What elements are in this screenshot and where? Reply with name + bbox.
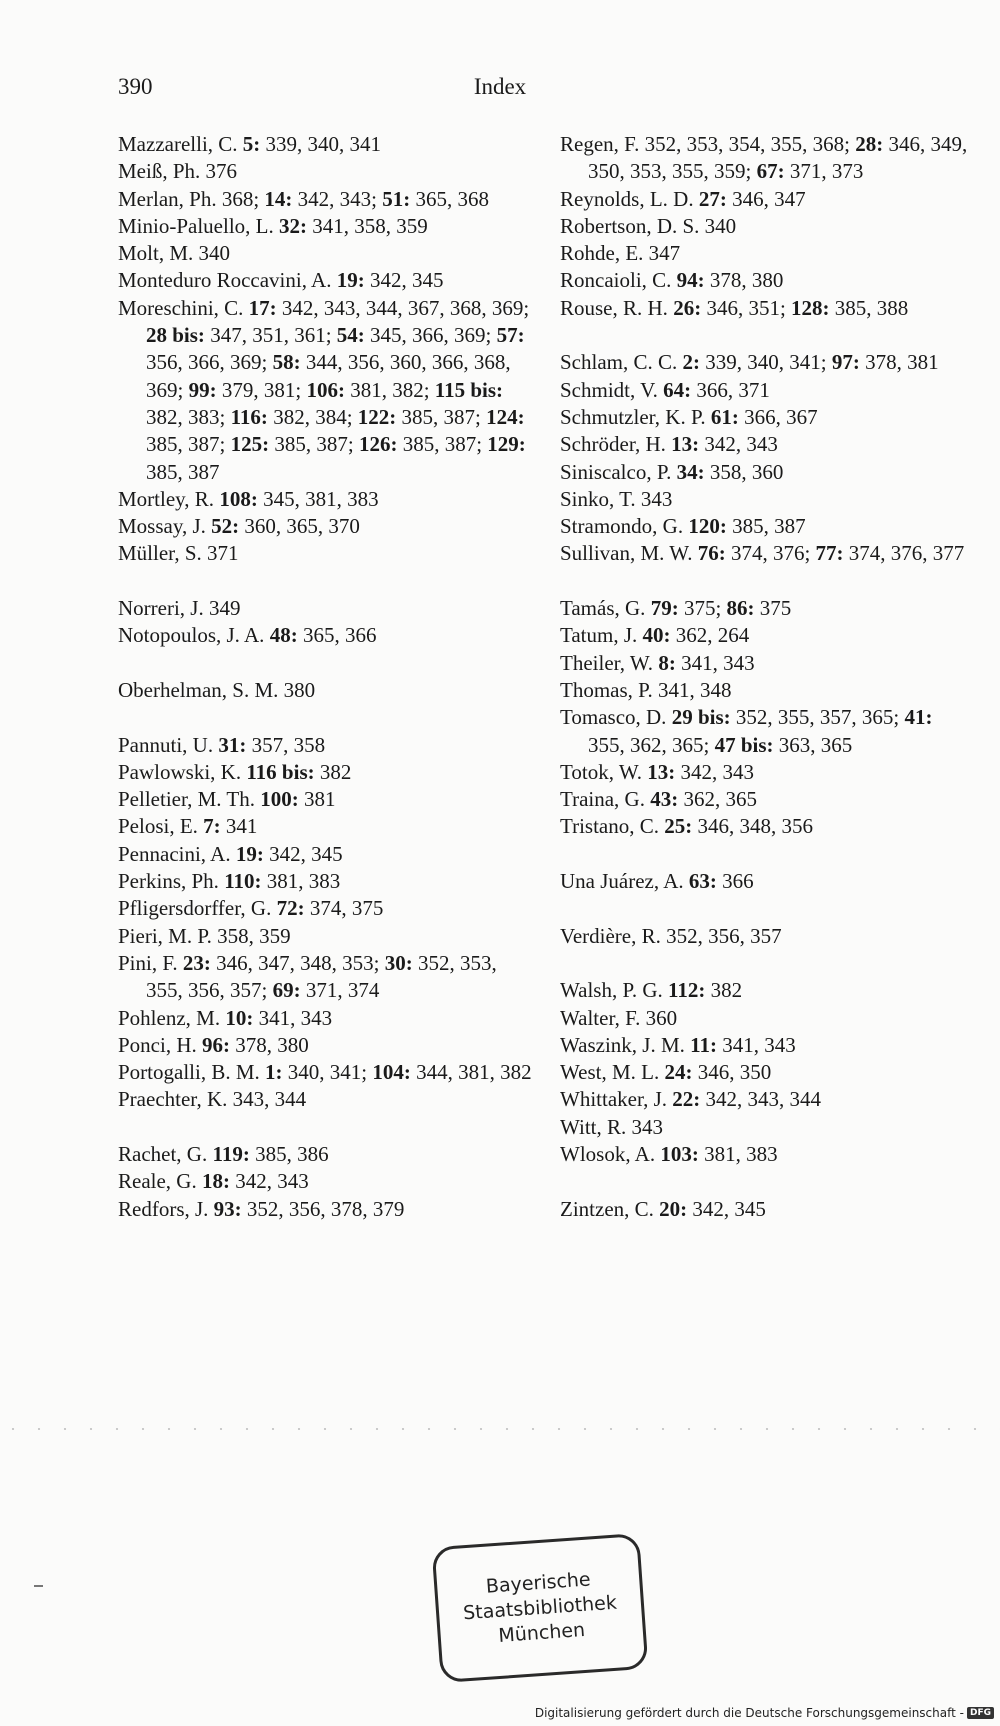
entry-text: 346, 350 [692,1060,772,1085]
entry-text: Pennacini, A. [118,841,236,866]
entry-text: 375 [754,596,792,621]
entry-text: Perkins, Ph. [118,869,225,894]
margin-mark [34,1585,43,1587]
entry-text: Notopoulos, J. A. [118,623,270,648]
entry-text: Pelletier, M. Th. [118,787,261,812]
entry-text: 385, 387; [396,404,487,429]
entry-text: Ponci, H. [118,1032,202,1057]
entry-text: Portogalli, B. M. [118,1060,266,1085]
entry-text: 342, 345 [263,841,343,866]
entry-text: 347, 351, 361; [204,323,337,348]
entry-reference-number: 29 bis: [671,705,731,730]
index-entry [118,186,538,213]
entry-text: 374, 376; [725,541,816,566]
entry-text: 375; [678,596,727,621]
entry-text: Walsh, P. G. [560,978,668,1003]
entry-text: 340, 341; [282,1060,373,1085]
entry-text: 341, 343 [716,1032,796,1057]
index-entry [118,895,538,922]
entry-reference-number: 97: [831,350,860,375]
index-entry [560,513,970,540]
index-entry [560,240,970,267]
index-entry [560,1086,970,1113]
entry-reference-number: 110: [224,869,262,894]
entry-reference-number: 7: [203,814,221,839]
index-entry [118,732,538,759]
entry-text: 381, 383 [261,869,341,894]
entry-text: Sullivan, M. W. [560,541,698,566]
entry-reference-number: 86: [726,596,755,621]
entry-text: 365, 368 [410,186,489,211]
letter-group-gap [560,895,970,922]
index-entry [118,786,538,813]
index-entry [118,131,538,158]
index-entry [560,404,970,431]
entry-reference-number: 129: [487,432,526,457]
entry-text: 341, 343 [253,1005,333,1030]
index-entry [560,1032,970,1059]
entry-reference-number: 67: [756,159,785,184]
entry-text: Monteduro Roccavini, A. [118,268,337,293]
entry-reference-number: 120: [688,514,727,539]
index-entry [118,295,538,486]
entry-text: 352, 355, 357, 365; [730,705,905,730]
entry-reference-number: 115 bis: [434,377,504,402]
letter-group-gap [560,322,970,349]
entry-reference-number: 25: [664,814,693,839]
entry-text: Whittaker, J. [560,1087,673,1112]
entry-text: Müller, S. 371 [118,541,239,566]
entry-reference-number: 27: [698,186,727,211]
entry-text: Regen, F. 352, 353, 354, 355, 368; [560,132,856,156]
entry-text: Schröder, H. [560,432,672,457]
entry-reference-number: 34: [676,459,705,484]
index-entry [560,977,970,1004]
entry-text: 381, 382; [344,377,435,402]
entry-reference-number: 13: [647,759,676,784]
entry-text: Schmutzler, K. P. [560,404,711,429]
index-entry [118,595,538,622]
entry-text: 342, 343, 344, 367, 368, 369; [276,295,530,320]
entry-text: 341, 358, 359 [307,213,428,238]
index-entry [118,1168,538,1195]
entry-reference-number: 2: [682,350,701,375]
entry-text: 362, 365 [678,787,757,812]
entry-text: Traina, G. [560,787,651,812]
entry-text: 374, 375 [304,896,384,921]
entry-text: Tamás, G. [560,596,651,621]
entry-reference-number: 106: [306,377,345,402]
entry-text: Robertson, D. S. 340 [560,213,737,238]
page-number: 390 [118,74,153,99]
entry-text: 371, 374 [300,978,380,1003]
index-entry [560,868,970,895]
entry-text: Schmidt, V. [560,377,664,402]
entry-text: Theiler, W. [560,650,659,675]
entry-reference-number: 19: [235,841,264,866]
entry-text: 352, 356, 378, 379 [241,1196,405,1221]
entry-reference-number: 8: [658,650,676,675]
entry-text: 345, 381, 383 [257,486,379,511]
index-entry [560,704,970,759]
entry-reference-number: 116 bis: [246,759,315,784]
entry-text: 385, 387; [397,432,488,457]
entry-reference-number: 23: [182,950,211,975]
entry-reference-number: 47 bis: [714,732,774,757]
index-column-left [118,131,538,1223]
index-entry [118,1005,538,1032]
entry-text: Minio-Paluello, L. [118,213,279,238]
entry-reference-number: 69: [272,978,301,1003]
index-entry [118,759,538,786]
index-entry [118,267,538,294]
entry-reference-number: 20: [659,1196,688,1221]
index-entry [560,131,970,186]
entry-text: 346, 347 [726,186,806,211]
index-entry [118,841,538,868]
index-entry [560,1005,970,1032]
entry-text: 366 [716,869,754,894]
entry-reference-number: 52: [211,514,240,539]
entry-reference-number: 43: [650,787,679,812]
index-entry [560,1141,970,1168]
entry-text: 355, 362, 365; [588,732,715,757]
entry-text: Mortley, R. [118,486,220,511]
entry-reference-number: 14: [264,186,293,211]
stamp-line: München [497,1618,586,1647]
entry-text: Moreschini, C. [118,295,249,320]
entry-text: Mossay, J. [118,514,212,539]
entry-text: Verdière, R. 352, 356, 357 [560,923,782,948]
entry-reference-number: 28 bis: [146,323,205,348]
entry-reference-number: 1: [265,1060,283,1085]
entry-text: 382, 383; [146,404,231,429]
index-entry [118,868,538,895]
entry-reference-number: 13: [671,432,700,457]
entry-text: 366, 371 [691,377,770,402]
entry-text: 385, 387; [146,432,231,457]
index-column-right [560,131,970,1223]
entry-reference-number: 28: [855,132,884,156]
entry-text: Una Juárez, A. [560,869,689,894]
entry-text: 365, 366 [297,623,377,648]
entry-reference-number: 63: [688,869,717,894]
entry-reference-number: 22: [672,1087,701,1112]
entry-text: 385, 387 [726,514,806,539]
entry-reference-number: 10: [225,1005,254,1030]
letter-group-gap [118,568,538,595]
entry-text: Pini, F. [118,950,183,975]
entry-text: Tomasco, D. [560,705,672,730]
entry-text: Meiß, Ph. 376 [118,159,238,184]
entry-text: 381, 383 [698,1141,778,1166]
entry-text: 382 [705,978,743,1003]
entry-text: Roncaioli, C. [560,268,677,293]
index-entry [118,950,538,1005]
entry-text: Redfors, J. [118,1196,214,1221]
index-entry [560,1059,970,1086]
entry-reference-number: 61: [710,404,739,429]
index-entry [118,622,538,649]
index-entry [560,377,970,404]
index-entry [118,677,538,704]
entry-text: Thomas, P. 341, 348 [560,677,732,702]
entry-reference-number: 94: [676,268,705,293]
entry-text: Oberhelman, S. M. 380 [118,677,316,702]
entry-reference-number: 48: [269,623,298,648]
index-entry [560,595,970,622]
entry-reference-number: 100: [260,787,299,812]
entry-reference-number: 99: [188,377,217,402]
entry-text: Witt, R. 343 [560,1114,663,1139]
entry-reference-number: 108: [219,486,258,511]
entry-reference-number: 128: [791,295,830,320]
entry-text: 342, 343; [292,186,383,211]
entry-reference-number: 104: [372,1060,411,1085]
dfg-logo-icon: DFG [967,1707,994,1719]
entry-text: Pannuti, U. [118,732,219,757]
stamp-line: Staatsbibliothek [462,1591,618,1624]
entry-reference-number: 124: [486,404,525,429]
entry-text: 381 [298,787,336,812]
entry-text: 346, 347, 348, 353; [210,950,385,975]
entry-reference-number: 64: [663,377,692,402]
entry-text: 357, 358 [246,732,326,757]
entry-text: 344, 381, 382 [410,1060,532,1085]
entry-text: 342, 343, 344 [700,1087,822,1112]
entry-reference-number: 17: [248,295,277,320]
entry-text: 385, 388 [829,295,909,320]
entry-text: 382, 384; [267,404,358,429]
entry-text: 366, 367 [738,404,818,429]
entry-text: 382 [314,759,352,784]
running-title: Index [473,74,527,99]
entry-reference-number: 72: [276,896,305,921]
entry-reference-number: 31: [218,732,247,757]
entry-reference-number: 116: [230,404,268,429]
entry-text: Schlam, C. C. [560,350,683,375]
entry-text: Sinko, T. 343 [560,486,673,511]
footer-text: Digitalisierung gefördert durch die Deutsche Forschungsgemeinschaft - [534,1706,964,1720]
entry-text: 342, 343 [699,432,778,457]
letter-group-gap [560,568,970,595]
entry-text: 385, 386 [249,1141,329,1166]
entry-reference-number: 26: [673,295,702,320]
entry-text: 342, 345 [687,1196,766,1221]
entry-text: 356, 366, 369; [146,350,273,375]
entry-reference-number: 112: [667,978,706,1003]
entry-text: 358, 360 [704,459,784,484]
entry-text: 339, 340, 341 [260,132,382,156]
entry-reference-number: 11: [690,1032,717,1057]
index-entry [118,1032,538,1059]
index-entry [560,759,970,786]
index-entry [560,650,970,677]
entry-reference-number: 5: [242,132,261,156]
index-entry [118,540,538,567]
entry-text: Tristano, C. [560,814,665,839]
entry-text: Siniscalco, P. [560,459,677,484]
index-entry [118,1059,538,1086]
index-entry [560,540,970,567]
letter-group-gap [118,1114,538,1141]
entry-text: Wlosok, A. [560,1141,661,1166]
entry-text: Reale, G. [118,1169,202,1194]
index-entry [560,186,970,213]
entry-reference-number: 54: [336,323,365,348]
entry-text: Molt, M. 340 [118,241,231,266]
letter-group-gap [560,1168,970,1195]
entry-text: 374, 376, 377 [843,541,965,566]
index-entry [118,158,538,185]
entry-text: Rouse, R. H. [560,295,674,320]
entry-text: Waszink, J. M. [560,1032,691,1057]
entry-text: Mazzarelli, C. [118,132,243,156]
index-entry [560,677,970,704]
entry-reference-number: 93: [213,1196,242,1221]
entry-reference-number: 96: [202,1032,230,1057]
entry-text: Tatum, J. [560,623,643,648]
entry-reference-number: 24: [664,1060,693,1085]
stamp-line: Bayerische [485,1567,592,1598]
entry-reference-number: 79: [650,596,679,621]
entry-reference-number: 51: [382,186,411,211]
index-entry [560,459,970,486]
page-header [118,74,882,104]
letter-group-gap [560,841,970,868]
entry-text: Totok, W. [560,759,648,784]
entry-reference-number: 122: [357,404,397,429]
index-entry [118,1196,538,1223]
entry-text: 385, 387 [146,459,220,484]
index-entry [560,1114,970,1141]
index-entry [560,486,970,513]
entry-text: Zintzen, C. [560,1196,660,1221]
entry-text: Rachet, G. [118,1141,213,1166]
entry-text: 362, 264 [670,623,750,648]
entry-text: 342, 345 [364,268,444,293]
entry-reference-number: 126: [358,432,398,457]
entry-text: 345, 366, 369; [364,323,497,348]
entry-text: 379, 381; [216,377,307,402]
index-entry [560,813,970,840]
entry-text: Reynolds, L. D. [560,186,699,211]
entry-reference-number: 18: [201,1169,230,1194]
entry-text: 378, 381 [859,350,939,375]
index-entry [118,813,538,840]
letter-group-gap [118,650,538,677]
letter-group-gap [118,704,538,731]
index-entry [560,786,970,813]
index-entry [560,923,970,950]
entry-text: 346, 351; [701,295,792,320]
index-entry [560,431,970,458]
index-entry [118,1141,538,1168]
index-entry [118,240,538,267]
entry-text: Walter, F. 360 [560,1005,678,1030]
entry-text: 341 [220,814,258,839]
entry-text: 352, 353, 355, 356, 357; [146,950,497,1003]
index-entry [560,349,970,376]
index-entry [118,513,538,540]
index-entry [118,486,538,513]
entry-text: Norreri, J. 349 [118,596,241,621]
index-entry [560,267,970,294]
index-entry [118,923,538,950]
entry-reference-number: 30: [384,950,413,975]
entry-text: 341, 343 [675,650,755,675]
entry-reference-number: 119: [212,1141,250,1166]
entry-reference-number: 76: [697,541,726,566]
entry-text: 342, 343 [675,759,754,784]
index-entry [118,213,538,240]
entry-text: Rohde, E. 347 [560,241,681,266]
entry-text: 344, 356, 360, 366, 368, 369; [146,350,511,402]
entry-text: Praechter, K. 343, 344 [118,1087,307,1112]
entry-text: Pfligersdorffer, G. [118,896,277,921]
index-entry [560,1196,970,1223]
entry-reference-number: 57: [496,323,525,348]
entry-reference-number: 19: [336,268,365,293]
faint-dot-row [0,1428,1000,1430]
entry-reference-number: 41: [904,705,933,730]
entry-text: 378, 380 [230,1032,309,1057]
entry-text: Stramondo, G. [560,514,689,539]
entry-reference-number: 125: [230,432,270,457]
entry-reference-number: 103: [660,1141,699,1166]
entry-text: 378, 380 [704,268,784,293]
index-entry [560,622,970,649]
entry-text: 342, 343 [229,1169,309,1194]
entry-text: 385, 387; [269,432,359,457]
entry-text: Merlan, Ph. 368; [118,186,265,211]
entry-text: Pohlenz, M. [118,1005,226,1030]
entry-text: 363, 365 [773,732,853,757]
digitization-footer [535,1706,994,1720]
entry-text: Pawlowski, K. [118,759,247,784]
letter-group-gap [560,950,970,977]
entry-text: Pelosi, E. [118,814,204,839]
entry-text: 360, 365, 370 [239,514,360,539]
entry-reference-number: 77: [815,541,844,566]
index-entry [560,213,970,240]
entry-text: 346, 349, 350, 353, 355, 359; [588,132,968,184]
entry-reference-number: 58: [272,350,301,375]
index-entry [560,295,970,322]
entry-text: 339, 340, 341; [700,350,832,375]
entry-text: 371, 373 [784,159,864,184]
entry-reference-number: 40: [642,623,671,648]
index-entry [118,1086,538,1113]
entry-text: West, M. L. [560,1060,665,1085]
entry-text: 346, 348, 356 [692,814,814,839]
entry-reference-number: 32: [279,213,307,238]
library-stamp [432,1533,649,1683]
entry-text: Pieri, M. P. 358, 359 [118,923,291,948]
